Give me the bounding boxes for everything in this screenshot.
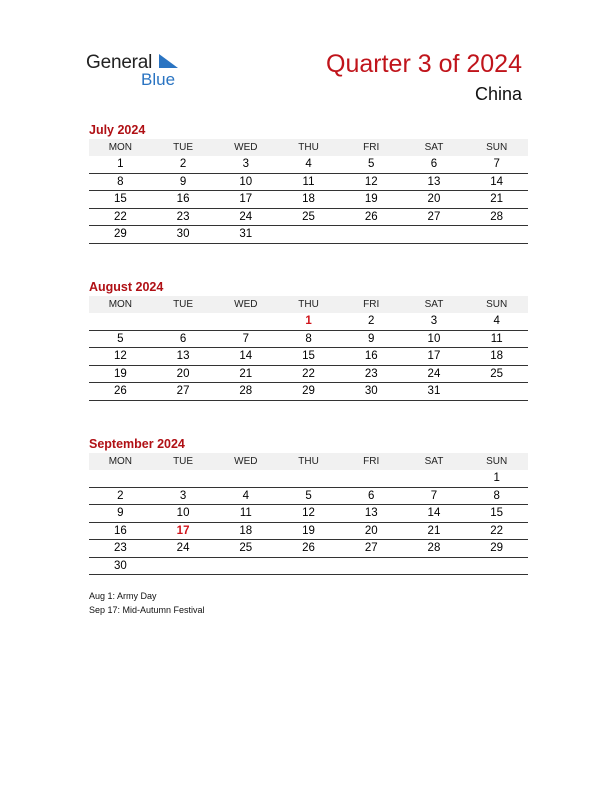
day-cell: 12 (113, 350, 127, 362)
weekday-label: MON (108, 299, 133, 310)
weekday-label: THU (298, 142, 319, 153)
day-cell: 25 (239, 542, 253, 554)
day-cell: 22 (113, 210, 127, 223)
day-cell: 29 (302, 385, 315, 397)
week-row (89, 209, 528, 227)
day-cell: 21 (427, 524, 441, 537)
day-cell: 7 (430, 489, 438, 502)
weekday-label: TUE (173, 299, 194, 310)
holiday-note: Sep 17: Mid-Autumn Festival (89, 604, 205, 615)
day-cell (403, 558, 466, 575)
day-cell: 30 (113, 559, 127, 572)
day-cell (214, 470, 277, 487)
day-cell: 16 (364, 350, 378, 362)
day-cell: 17 (427, 350, 441, 362)
day-cell: 18 (302, 193, 315, 205)
day-cell: 14 (239, 350, 253, 362)
week-row (89, 558, 528, 576)
day-cell: 15 (113, 193, 127, 205)
day-cell (214, 313, 277, 330)
country-name: China (474, 84, 522, 104)
weekday-label: SUN (486, 142, 508, 153)
weekday-label: FRI (363, 142, 380, 153)
holiday-day-cell: 1 (305, 315, 312, 327)
weekday-header-row (89, 296, 528, 313)
day-cell: 20 (364, 524, 378, 537)
weekday-label: THU (298, 456, 319, 467)
week-row (89, 366, 528, 384)
week-row (89, 505, 528, 523)
day-cell: 23 (176, 210, 190, 223)
day-cell: 24 (239, 210, 253, 223)
week-row (89, 174, 528, 192)
day-cell: 6 (179, 332, 187, 345)
month-title: July 2024 (89, 123, 146, 137)
day-cell: 16 (113, 524, 127, 537)
week-row (89, 523, 528, 541)
day-cell: 24 (176, 542, 190, 554)
weekday-header-row (89, 453, 528, 470)
weekday-label: SUN (486, 299, 508, 310)
week-row (89, 348, 528, 366)
day-cell: 22 (302, 367, 315, 380)
day-cell: 8 (117, 175, 124, 188)
day-cell: 11 (490, 332, 503, 345)
logo-flag-icon (159, 54, 178, 68)
day-cell: 9 (117, 507, 124, 519)
calendar-grid (89, 296, 528, 401)
day-cell: 8 (305, 332, 312, 345)
day-cell (214, 558, 277, 575)
day-cell: 2 (179, 158, 187, 170)
weekday-label: SUN (486, 456, 508, 467)
weekday-label: MON (108, 142, 133, 153)
day-cell (89, 313, 152, 330)
day-cell: 9 (368, 332, 375, 345)
weekday-label: TUE (173, 142, 194, 153)
day-cell (340, 558, 403, 575)
weekday-label: SAT (424, 456, 444, 467)
holiday-note: Aug 1: Army Day (89, 591, 157, 601)
day-cell (465, 226, 528, 243)
day-cell: 3 (242, 158, 249, 170)
day-cell: 12 (364, 175, 378, 188)
calendar-grid (89, 139, 528, 244)
weekday-label: FRI (363, 456, 380, 467)
day-cell: 4 (305, 158, 312, 170)
day-cell: 24 (427, 367, 441, 380)
day-cell (152, 313, 215, 330)
day-cell (277, 470, 340, 487)
weekday-label: MON (108, 456, 133, 467)
day-cell: 20 (427, 193, 441, 205)
general-blue-logo (86, 50, 196, 92)
week-row (89, 488, 528, 506)
weekday-label: WED (234, 456, 258, 467)
logo-text-blue: Blue (141, 70, 176, 89)
day-cell: 26 (113, 385, 127, 397)
day-cell: 29 (113, 228, 127, 240)
day-cell: 28 (239, 385, 253, 397)
day-cell: 15 (490, 507, 504, 519)
month-title: August 2024 (89, 280, 164, 294)
weekday-label: WED (234, 299, 258, 310)
logo-text-general: General (86, 52, 153, 73)
day-cell: 21 (490, 193, 504, 205)
day-cell: 10 (427, 332, 441, 345)
day-cell (152, 558, 215, 575)
day-cell (89, 470, 152, 487)
day-cell: 5 (368, 158, 375, 170)
day-cell: 27 (427, 210, 441, 223)
day-cell: 26 (364, 210, 378, 223)
day-cell: 13 (176, 350, 190, 362)
weekday-label: SAT (424, 142, 444, 153)
weekday-label: FRI (363, 299, 380, 310)
day-cell: 13 (364, 507, 378, 519)
week-row (89, 191, 528, 209)
month-july (89, 122, 528, 244)
day-cell: 18 (239, 524, 253, 537)
day-cell: 31 (239, 228, 253, 240)
month-september (89, 436, 528, 575)
day-cell (340, 470, 403, 487)
day-cell: 19 (364, 193, 378, 205)
day-cell: 19 (302, 524, 315, 537)
calendar-grid (89, 453, 528, 575)
day-cell: 11 (302, 175, 315, 188)
day-cell: 30 (176, 228, 190, 240)
day-cell: 17 (239, 193, 253, 205)
day-cell: 31 (427, 385, 441, 397)
weekday-label: TUE (173, 456, 194, 467)
day-cell: 30 (364, 385, 378, 397)
week-row (89, 226, 528, 244)
week-row (89, 156, 528, 174)
day-cell: 18 (490, 350, 504, 362)
day-cell: 28 (490, 210, 504, 223)
day-cell (277, 226, 340, 243)
day-cell: 14 (490, 175, 504, 188)
day-cell: 23 (364, 367, 378, 380)
day-cell: 7 (242, 332, 249, 345)
day-cell: 5 (305, 489, 312, 502)
day-cell: 27 (364, 542, 378, 554)
day-cell (277, 558, 340, 575)
day-cell: 20 (176, 367, 190, 380)
day-cell: 29 (490, 542, 504, 554)
day-cell: 4 (242, 489, 249, 502)
day-cell: 12 (302, 507, 315, 519)
day-cell: 8 (493, 489, 500, 502)
day-cell (403, 470, 466, 487)
day-cell (340, 226, 403, 243)
day-cell: 23 (113, 542, 127, 554)
day-cell: 28 (427, 542, 441, 554)
day-cell: 2 (368, 315, 375, 327)
day-cell: 6 (368, 489, 375, 502)
day-cell (403, 226, 466, 243)
day-cell: 25 (302, 210, 315, 223)
day-cell: 5 (117, 332, 124, 345)
day-cell (465, 383, 528, 400)
day-cell: 7 (493, 158, 500, 170)
day-cell: 14 (427, 507, 441, 519)
day-cell: 10 (176, 507, 190, 519)
day-cell: 27 (176, 385, 190, 397)
day-cell (152, 470, 215, 487)
week-row (89, 470, 528, 488)
day-cell: 16 (176, 193, 190, 205)
holiday-notes (89, 590, 205, 617)
week-row (89, 383, 528, 401)
day-cell (465, 558, 528, 575)
day-cell: 19 (113, 367, 127, 380)
day-cell: 2 (117, 489, 124, 502)
day-cell: 3 (179, 489, 187, 502)
day-cell: 1 (117, 158, 124, 170)
week-row (89, 313, 528, 331)
week-row (89, 540, 528, 558)
month-title: September 2024 (89, 437, 185, 451)
day-cell: 26 (302, 542, 315, 554)
day-cell: 15 (302, 350, 315, 362)
weekday-label: WED (234, 142, 258, 153)
month-august (89, 279, 528, 401)
week-row (89, 331, 528, 349)
page-title: Quarter 3 of 2024 (326, 50, 522, 78)
day-cell: 13 (427, 175, 441, 188)
holiday-day-cell: 17 (176, 524, 190, 537)
day-cell: 4 (493, 315, 500, 327)
day-cell: 3 (430, 315, 438, 327)
day-cell: 9 (179, 175, 187, 188)
day-cell: 25 (490, 367, 504, 380)
day-cell: 21 (239, 367, 253, 380)
day-cell: 6 (430, 158, 438, 170)
day-cell: 10 (239, 175, 253, 188)
day-cell: 22 (490, 524, 504, 537)
day-cell: 1 (493, 472, 500, 484)
weekday-label: SAT (424, 299, 444, 310)
weekday-label: THU (298, 299, 319, 310)
weekday-header-row (89, 139, 528, 156)
day-cell: 11 (239, 507, 252, 519)
